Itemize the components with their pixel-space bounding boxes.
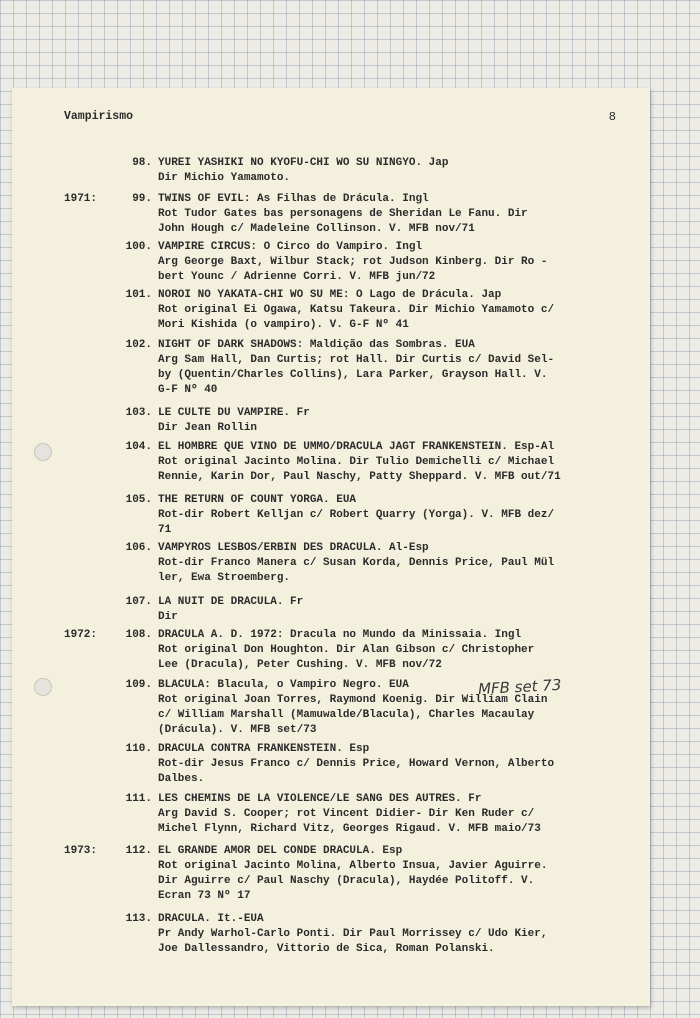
entry-number: 100. (125, 241, 152, 253)
credits-line: Rot original Jacinto Molina. Dir Tulio Demichelli c/ Michael (158, 456, 555, 468)
credits-line: Michel Flynn, Richard Vitz, Georges Rigaud. V. MFB maio/73 (158, 823, 541, 835)
entry-number: 101. (125, 289, 152, 301)
credits-line: Dir (158, 611, 178, 623)
film-title-line: NOROI NO YAKATA-CHI WO SU ME: O Lago de Drácula. Jap (158, 289, 502, 301)
entry-text (158, 192, 628, 237)
entry-number: 98. (132, 157, 152, 169)
film-title-line: DRACULA CONTRA FRANKENSTEIN. Esp (158, 743, 370, 755)
credits-line: Rot original Don Houghton. Dir Alan Gibson c/ Christopher (158, 644, 535, 656)
entry-text (158, 493, 628, 538)
credits-line: Dir Michio Yamamoto. (158, 172, 291, 184)
credits-line: 71 (158, 524, 172, 536)
credits-line: Rennie, Karin Dor, Paul Naschy, Patty Sheppard. V. MFB out/71 (158, 471, 561, 483)
film-title-line: TWINS OF EVIL: As Filhas de Drácula. Ingl (158, 193, 429, 205)
entry-text (158, 792, 628, 837)
entry-number: 104. (125, 441, 152, 453)
entry-number: 102. (125, 339, 152, 351)
page-number: 8 (608, 110, 616, 124)
credits-line: Rot original Joan Torres, Raymond Koenig. Dir William Clain (158, 694, 548, 706)
entry-number: 112. (125, 845, 152, 857)
film-title-line: LE CULTE DU VAMPIRE. Fr (158, 407, 310, 419)
credits-line: Lee (Dracula), Peter Cushing. V. MFB nov/72 (158, 659, 442, 671)
credits-line: Rot-dir Robert Kelljan c/ Robert Quarry (Yorga). V. MFB dez/ (158, 509, 555, 521)
credits-line: John Hough c/ Madeleine Collinson. V. MFB nov/71 (158, 223, 475, 235)
entry-number: 108. (125, 629, 152, 641)
entry-year: 1971: (64, 193, 98, 205)
credits-line: c/ William Marshall (Mamuwalde/Blacula), Charles Macaulay (158, 709, 535, 721)
entry-text (158, 742, 628, 787)
credits-line: Arg Sam Hall, Dan Curtis; rot Hall. Dir Curtis c/ David Sel- (158, 354, 555, 366)
credits-line: Arg George Baxt, Wilbur Stack; rot Judson Kinberg. Dir Ro - (158, 256, 548, 268)
credits-line: Joe Dallessandro, Vittorio de Sica, Roman Polanski. (158, 943, 495, 955)
entry-text (158, 240, 628, 285)
credits-line: Pr Andy Warhol-Carlo Ponti. Dir Paul Morrissey c/ Udo Kier, (158, 928, 548, 940)
film-title-line: LES CHEMINS DE LA VIOLENCE/LE SANG DES AUTRES. Fr (158, 793, 482, 805)
entry-text (158, 595, 628, 625)
credits-line: Arg David S. Cooper; rot Vincent Didier- Dir Ken Ruder c/ (158, 808, 535, 820)
film-title-line: BLACULA: Blacula, o Vampiro Negro. EUA (158, 679, 409, 691)
credits-line: Rot original Ei Ogawa, Katsu Takeura. Dir Michio Yamamoto c/ (158, 304, 555, 316)
credits-line: Rot-dir Franco Manera c/ Susan Korda, Dennis Price, Paul Mül (158, 557, 555, 569)
film-title-line: DRACULA. It.-EUA (158, 913, 264, 925)
credits-line: Rot original Jacinto Molina, Alberto Insua, Javier Aguirre. (158, 860, 548, 872)
entry-text (158, 406, 628, 436)
credits-line: Mori Kishida (o vampiro). V. G-F Nº 41 (158, 319, 409, 331)
credits-line: Ecran 73 Nº 17 (158, 890, 251, 902)
entry-number: 99. (132, 193, 152, 205)
entry-number: 107. (125, 596, 152, 608)
film-title-line: DRACULA A. D. 1972: Dracula no Mundo da Minissaia. Ingl (158, 629, 522, 641)
film-title-line: NIGHT OF DARK SHADOWS: Maldição das Sombras. EUA (158, 339, 475, 351)
film-title-line: EL HOMBRE QUE VINO DE UMMO/DRACULA JAGT FRANKENSTEIN. Esp-Al (158, 441, 555, 453)
film-title-line: YUREI YASHIKI NO KYOFU-CHI WO SU NINGYO. Jap (158, 157, 449, 169)
credits-line: Dir Aguirre c/ Paul Naschy (Dracula), Haydée Politoff. V. (158, 875, 535, 887)
film-title-line: VAMPIRE CIRCUS: O Circo do Vampiro. Ingl (158, 241, 423, 253)
entry-text (158, 440, 628, 485)
film-title-line: VAMPYROS LESBOS/ERBIN DES DRACULA. Al-Esp (158, 542, 429, 554)
entry-number: 105. (125, 494, 152, 506)
credits-line: Dir Jean Rollin (158, 422, 258, 434)
entry-number: 113. (125, 913, 152, 925)
entry-text (158, 541, 628, 586)
entry-number: 103. (125, 407, 152, 419)
punch-hole (34, 678, 52, 696)
entry-text (158, 844, 628, 904)
credits-line: G-F Nº 40 (158, 384, 218, 396)
entry-text (158, 338, 628, 398)
entry-year: 1972: (64, 629, 98, 641)
entry-text (158, 628, 628, 673)
film-title-line: LA NUIT DE DRACULA. Fr (158, 596, 304, 608)
entry-text (158, 912, 628, 957)
document-page (12, 88, 650, 1006)
credits-line: by (Quentin/Charles Collins), Lara Parker, Grayson Hall. V. (158, 369, 548, 381)
entry-number: 111. (125, 793, 152, 805)
page-header-title: Vampirismo (64, 110, 134, 123)
credits-line: ler, Ewa Stroemberg. (158, 572, 291, 584)
film-title-line: THE RETURN OF COUNT YORGA. EUA (158, 494, 357, 506)
film-title-line: EL GRANDE AMOR DEL CONDE DRACULA. Esp (158, 845, 403, 857)
handwritten-note: MFB set 73 (477, 675, 562, 699)
credits-line: Rot-dir Jesus Franco c/ Dennis Price, Howard Vernon, Alberto (158, 758, 555, 770)
credits-line: Dalbes. (158, 773, 205, 785)
punch-hole (34, 443, 52, 461)
credits-line: (Drácula). V. MFB set/73 (158, 724, 317, 736)
credits-line: Rot Tudor Gates bas personagens de Sheridan Le Fanu. Dir (158, 208, 528, 220)
entry-text (158, 156, 628, 186)
entry-number: 109. (125, 679, 152, 691)
entry-year: 1973: (64, 845, 98, 857)
entry-number: 106. (125, 542, 152, 554)
entry-text (158, 288, 628, 333)
entry-number: 110. (125, 743, 152, 755)
credits-line: bert Younc / Adrienne Corri. V. MFB jun/72 (158, 271, 436, 283)
